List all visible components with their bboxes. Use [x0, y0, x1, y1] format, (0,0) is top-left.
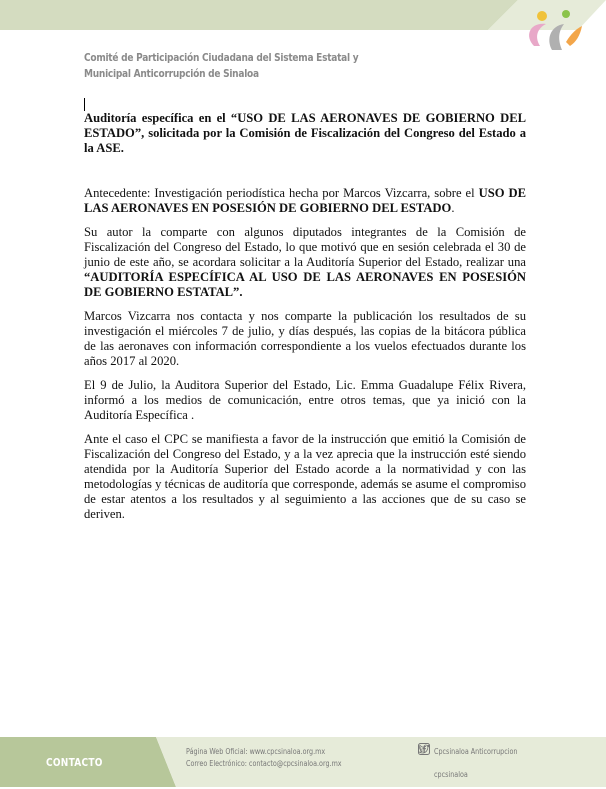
email-link[interactable]: Correo Electrónico: contacto@cpcsinaloa.org.mx: [186, 759, 342, 768]
org-line-2: Municipal Anticorrupción de Sinaloa: [84, 68, 259, 80]
p1-text: Antecedente: Investigación periodística hecha por Marcos Vizcarra, sobre el: [84, 186, 479, 200]
p2-text: Su autor la comparte con algunos diputados integrantes de la Comisión de Fiscalización del Congreso del Estado, lo que motivó que en sesión celebrada el 30 de junio de este año, se acordara solicitar a la Auditoría Superior del Estado, realizar una: [84, 225, 526, 269]
facebook-handle: Cpcsinaloa Anticorrupcion: [434, 747, 518, 756]
paragraph-cpc: Ante el caso el CPC se manifiesta a favor de la instrucción que emitió la Comisión de Fiscalización del Congreso del Estado, y a la vez aprecia que la instrucción esté siendo atendida por la Auditoría Superior del Estado acorde a la normatividad y con las metodologías y técnicas de auditoría que corresponde, además se asume el compromiso de estar atentos a los resultados y al seguimiento a las acciones que de su caso se deriven.: [84, 432, 526, 521]
text-cursor: [84, 98, 85, 111]
website-link[interactable]: Página Web Oficial: www.cpcsinaloa.org.mx: [186, 747, 326, 756]
p1-end: .: [451, 201, 455, 215]
footer: [0, 737, 606, 787]
document-title: Auditoría específica en el “USO DE LAS AERONAVES DE GOBIERNO DEL ESTADO”, solicitada por la Comisión de Fiscalización del Congreso del Estado a la ASE.: [84, 111, 526, 155]
social-links: [418, 743, 538, 789]
paragraph-antecedente: [84, 186, 526, 216]
facebook-link[interactable]: [418, 743, 538, 760]
paragraph-auditora: El 9 de Julio, la Auditora Superior del Estado, Lic. Emma Guadalupe Félix Rivera, informó a los medios de comunicación, entre otros temas, que ya inició con la Auditoría Específica .: [84, 378, 526, 422]
header-band: [0, 0, 606, 30]
cpc-logo-icon: [522, 6, 586, 60]
twitter-icon: [418, 769, 430, 781]
org-line-1: Comité de Participación Ciudadana del Sistema Estatal y: [84, 52, 359, 64]
twitter-handle: cpcsinaloa: [434, 770, 468, 779]
paragraph-vizcarra: Marcos Vizcarra nos contacta y nos comparte la publicación los resultados de su investigación el miércoles 7 de julio, y días después, las copias de la bitácora pública de las aeronaves con información correspondiente a los vuelos efectuados durante los años 2017 al 2020.: [84, 309, 526, 368]
paragraph-autor: [84, 225, 526, 300]
organization-name: [84, 50, 376, 82]
p1-bold: USO DE LAS AERONAVES EN POSESIÓN DE GOBIERNO DEL ESTADO: [84, 186, 526, 215]
contact-label: CONTACTO: [46, 756, 103, 769]
twitter-link[interactable]: [418, 766, 538, 783]
contact-info: [186, 746, 342, 770]
p2-bold: “AUDITORÍA ESPECÍFICA AL USO DE LAS AERONAVES EN POSESIÓN DE GOBIERNO ESTATAL”.: [84, 270, 526, 299]
document-body[interactable]: [84, 111, 526, 522]
